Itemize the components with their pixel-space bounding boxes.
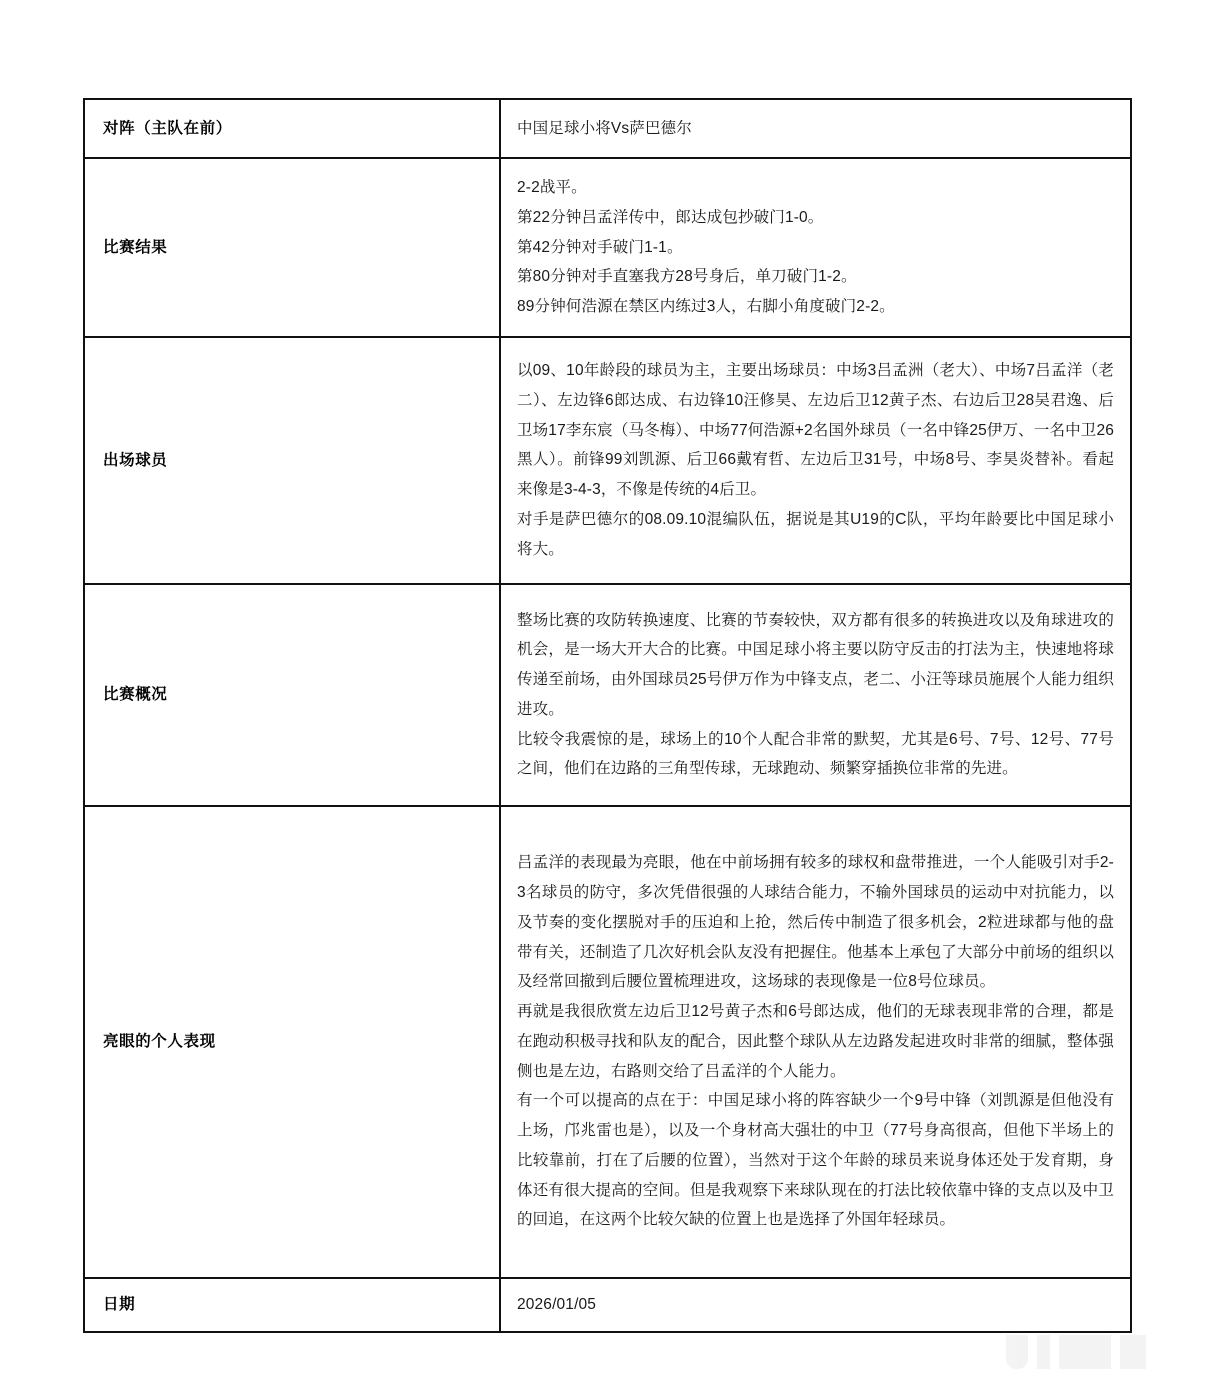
squad-paragraph-2: 对手是萨巴德尔的08.09.10混编队伍，据说是其U19的C队，平均年龄要比中国足球小将大。 bbox=[517, 510, 1114, 558]
highlights-paragraph-3: 有一个可以提高的点在于：中国足球小将的阵容缺少一个9号中锋（刘凯源是但他没有上场，邝兆雷也是），以及一个身材高大强壮的中卫（77号身高很高，但他下半场上的比较靠前，打在了后腰的位置），当然对于这个年龄的球员来说身体还处于发育期，身体还有很大提高的空间。但是我观察下来球队现在的打法比较依靠中锋的支点以及中卫的回追，在这两个比较欠缺的位置上也是选择了外国年轻球员。 bbox=[517, 1092, 1114, 1229]
date-text: 2026/01/05 bbox=[517, 1295, 597, 1313]
row-value-cell-highlights bbox=[500, 806, 1131, 1278]
highlights-paragraph-2: 再就是我很欣赏左边后卫12号黄子杰和6号郎达成，他们的无球表现非常的合理，都是在跑动积极寻找和队友的配合，因此整个球队从左边路发起进攻时非常的细腻，整体强侧也是左边，右路则交给了吕孟洋的个人能力。 bbox=[517, 1003, 1114, 1080]
table-row-matchup bbox=[84, 99, 1131, 158]
squad-paragraph-1: 以09、10年龄段的球员为主，主要出场球员：中场3吕孟洲（老大）、中场7吕孟洋（老二）、左边锋6郎达成、右边锋10汪修昊、左边后卫12黄子杰、右边后卫28吴君逸、后卫场17李东宸（马冬梅）、中场77何浩源+2名国外球员（一名中锋25伊万、一名中卫26黑人）。前锋99刘凯源、后卫66戴宥哲、左边后卫31号，中场8号、李昊炎替补。看起来像是3-4-3，不像是传统的4后卫。 bbox=[517, 362, 1114, 499]
match-report-table bbox=[83, 98, 1132, 1333]
row-label-cell-matchup bbox=[84, 99, 500, 158]
row-value-squad bbox=[501, 342, 1130, 578]
row-label-cell-date bbox=[84, 1278, 500, 1332]
table-row-date bbox=[84, 1278, 1131, 1332]
overview-paragraph-1: 整场比赛的攻防转换速度、比赛的节奏较快，双方都有很多的转换进攻以及角球进攻的机会，是一场大开大合的比赛。中国足球小将主要以防守反击的打法为主，快速地将球传递至前场，由外国球员25号伊万作为中锋支点，老二、小汪等球员施展个人能力组织进攻。 bbox=[517, 611, 1114, 718]
row-value-overview bbox=[501, 592, 1130, 799]
row-label-result: 比赛结果 bbox=[103, 238, 168, 256]
row-label-squad: 出场球员 bbox=[103, 451, 168, 469]
row-value-cell-overview bbox=[500, 584, 1131, 806]
row-value-cell-result bbox=[500, 158, 1131, 337]
table-row-overview bbox=[84, 584, 1131, 806]
row-value-cell-squad bbox=[500, 337, 1131, 584]
watermark-mark-3 bbox=[1059, 1335, 1111, 1369]
row-value-result bbox=[501, 159, 1130, 336]
watermark-logo bbox=[1006, 1329, 1186, 1375]
table-row-squad bbox=[84, 337, 1131, 584]
table-row-result bbox=[84, 158, 1131, 337]
row-label-cell-squad bbox=[84, 337, 500, 584]
row-label-highlights: 亮眼的个人表现 bbox=[103, 1033, 216, 1051]
matchup-text: 中国足球小将Vs萨巴德尔 bbox=[517, 119, 692, 137]
watermark-mark-2 bbox=[1037, 1335, 1050, 1369]
result-line-3: 第42分钟对手破门1-1。 bbox=[517, 238, 683, 256]
watermark-mark-4 bbox=[1120, 1335, 1146, 1369]
result-line-1: 2-2战平。 bbox=[517, 179, 587, 196]
row-value-highlights bbox=[501, 834, 1130, 1249]
row-value-date bbox=[501, 1282, 1130, 1328]
table-row-highlights bbox=[84, 806, 1131, 1278]
row-label-cell-result bbox=[84, 158, 500, 337]
row-label-matchup: 对阵（主队在前） bbox=[103, 119, 232, 137]
row-label-date: 日期 bbox=[103, 1296, 136, 1314]
overview-paragraph-2: 比较令我震惊的是，球场上的10个人配合非常的默契，尤其是6号、7号、12号、77号之间，他们在边路的三角型传球，无球跑动、频繁穿插换位非常的先进。 bbox=[517, 730, 1114, 778]
row-label-overview: 比赛概况 bbox=[103, 686, 168, 704]
row-label-cell-overview bbox=[84, 584, 500, 806]
watermark-mark-1 bbox=[1006, 1335, 1028, 1369]
row-value-cell-date bbox=[500, 1278, 1131, 1332]
result-line-4: 第80分钟对手直塞我方28号身后，单刀破门1-2。 bbox=[517, 268, 857, 286]
result-line-2: 第22分钟吕孟洋传中，郎达成包抄破门1-0。 bbox=[517, 208, 824, 226]
row-value-matchup bbox=[501, 104, 1130, 154]
highlights-paragraph-1: 吕孟洋的表现最为亮眼，他在中前场拥有较多的球权和盘带推进，一个人能吸引对手2-3名球员的防守，多次凭借很强的人球结合能力，不输外国球员的运动中对抗能力，以及节奏的变化摆脱对手的压迫和上抢，然后传中制造了很多机会，2粒进球都与他的盘带有关，还制造了几次好机会队友没有把握住。他基本上承包了大部分中前场的组织以及经常回撤到后腰位置梳理进攻，这场球的表现像是一位8号位球员。 bbox=[517, 854, 1114, 991]
result-line-5: 89分钟何浩源在禁区内练过3人，右脚小角度破门2-2。 bbox=[517, 298, 895, 315]
row-label-cell-highlights bbox=[84, 806, 500, 1278]
row-value-cell-matchup bbox=[500, 99, 1131, 158]
